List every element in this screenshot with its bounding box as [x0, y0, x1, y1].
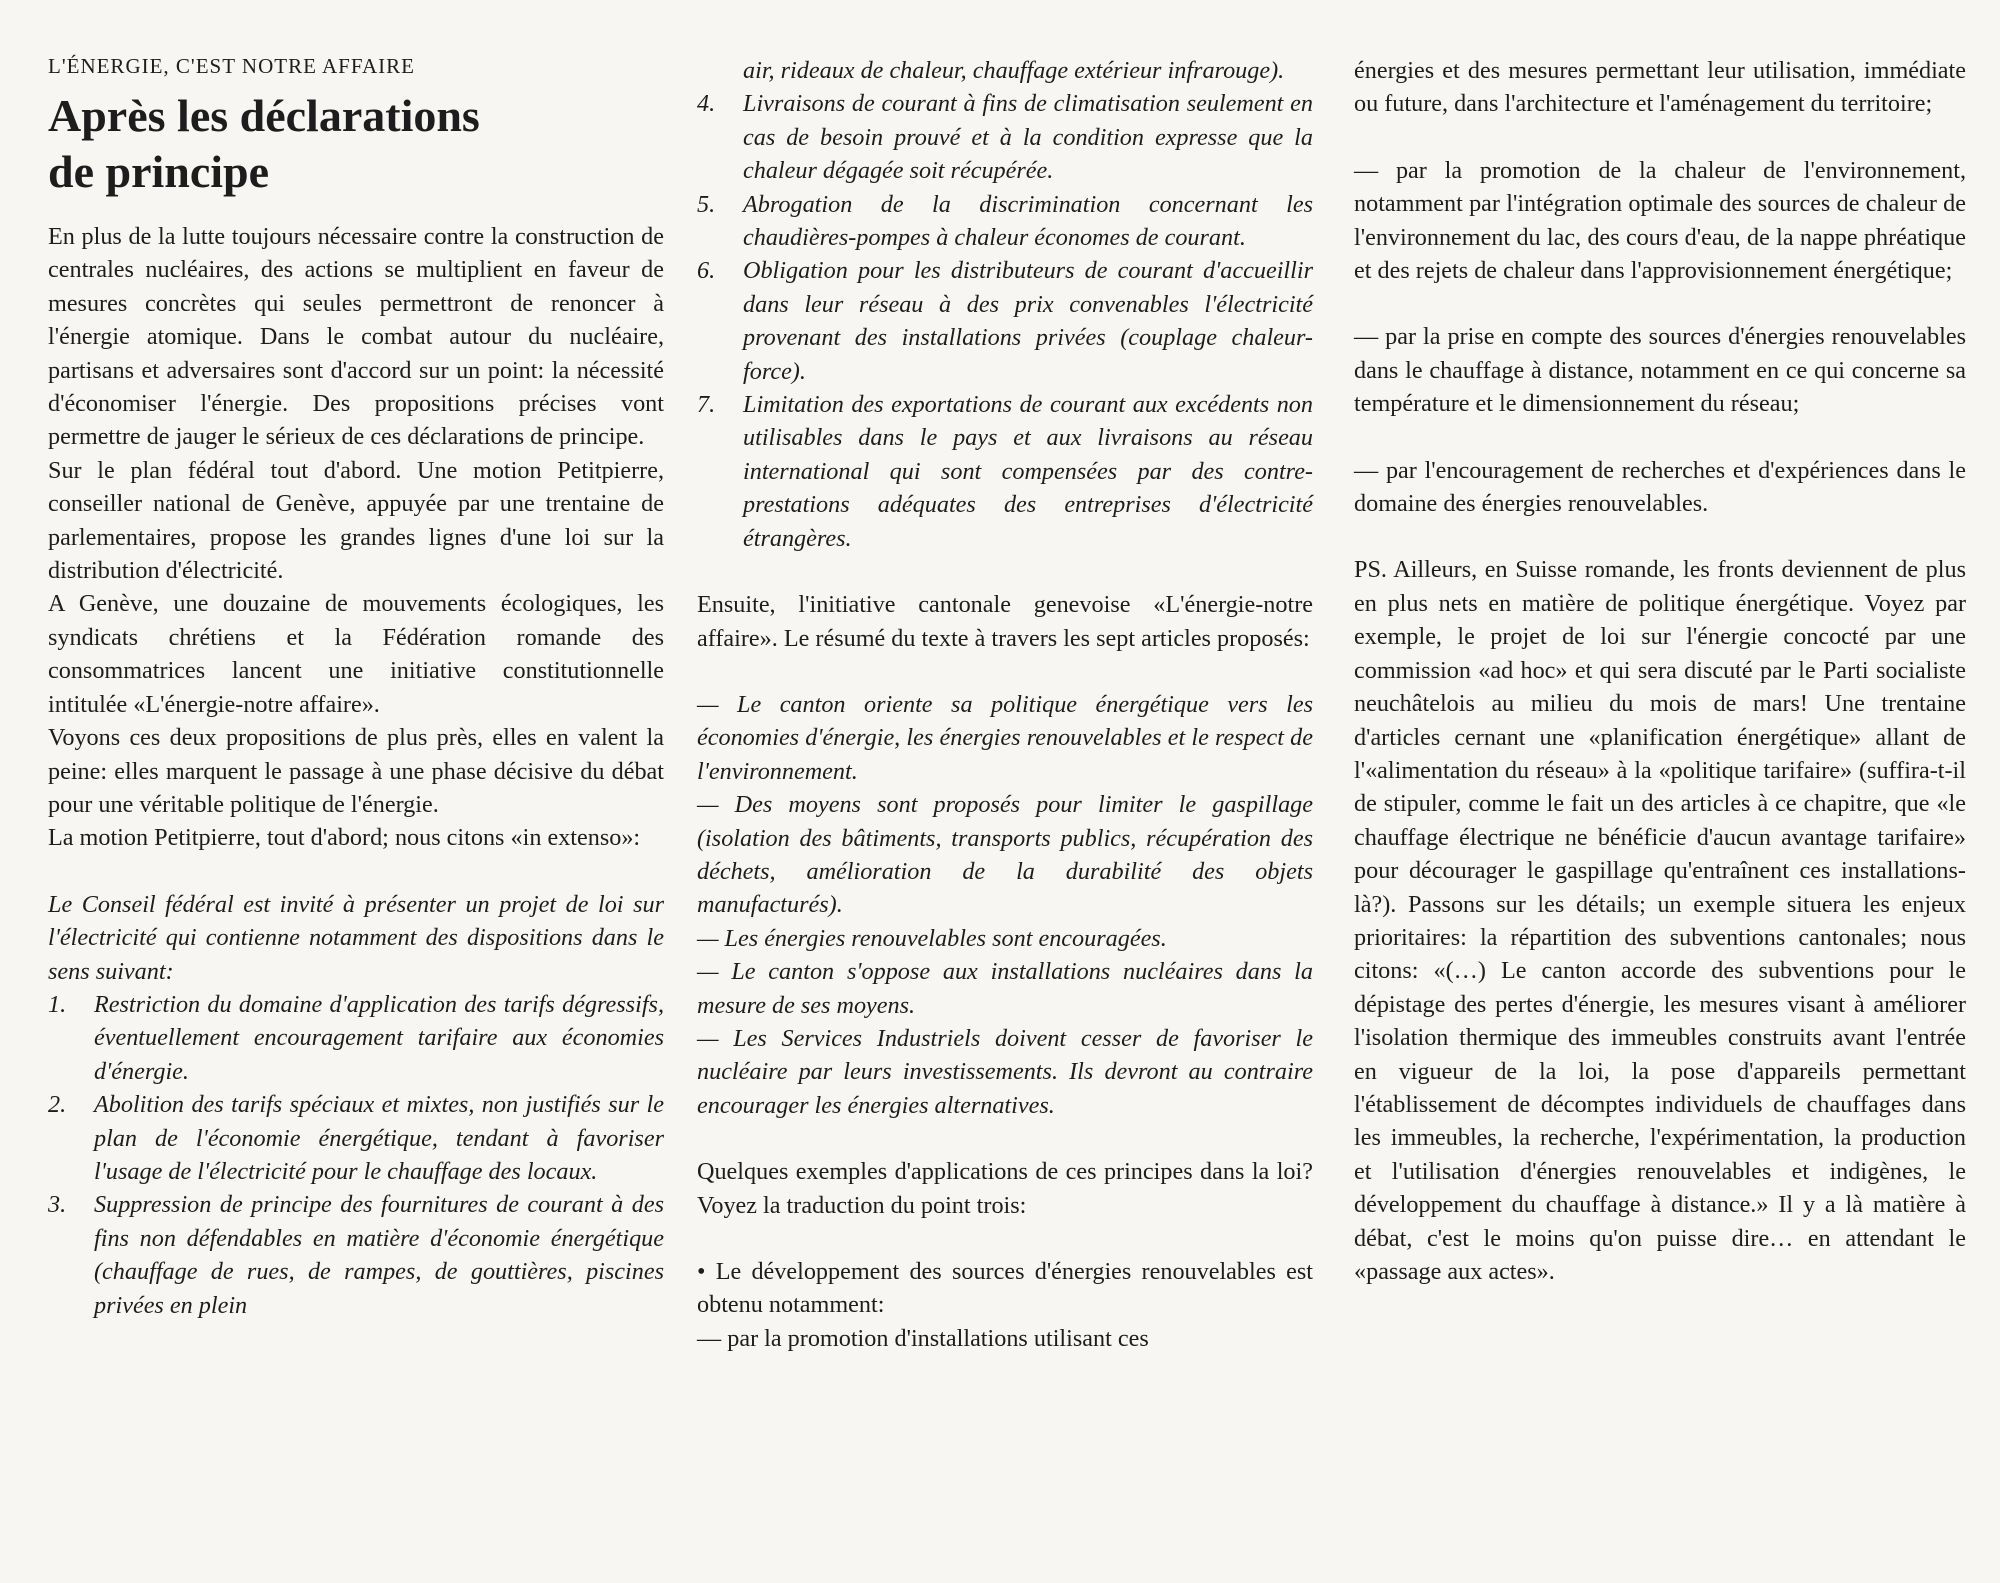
item-number: 7.: [697, 391, 716, 419]
article-title: [48, 88, 568, 200]
spacer: [697, 555, 1313, 588]
item-number: 4.: [697, 90, 716, 118]
spacer: [1354, 421, 1966, 454]
dash-item: — par l'encouragement de recherches et d'expériences dans le domaine des énergies renouvelables.: [1354, 456, 1966, 518]
item-text: Abrogation de la discrimination concernant les chaudières-pompes à chaleur économes de courant.: [743, 190, 1313, 252]
numbered-item: [697, 188, 1313, 255]
paragraph: énergies et des mesures permettant leur utilisation, immédiate ou future, dans l'architecture et l'aménagement du territoire;: [1354, 57, 1966, 118]
item-number: 2.: [48, 1091, 67, 1119]
numbered-item: [48, 988, 664, 1088]
numbered-item: [697, 388, 1313, 555]
article-kicker: L'ÉNERGIE, C'EST NOTRE AFFAIRE: [48, 54, 415, 78]
numbered-item: [697, 87, 1313, 187]
numbered-item: [697, 254, 1313, 388]
item-text: Obligation pour les distributeurs de courant d'accueillir dans leur réseau à des prix convenables l'électricité provenant des installations privées (couplage chaleur-force).: [743, 257, 1313, 385]
title-line-2: de principe: [48, 146, 270, 197]
item-text: Abolition des tarifs spéciaux et mixtes, non justifiés sur le plan de l'économie énergétique, tendant à favoriser l'usage de l'électricité pour le chauffage des locaux.: [94, 1091, 664, 1185]
dash-item: — par la promotion de la chaleur de l'environnement, notamment par l'intégration optimale des sources de chaleur de l'environnement du lac, des cours d'eau, de la nappe phréatique et des rejets de chaleur dans l'approvisionnement énergétique;: [1354, 156, 1966, 285]
item-text: Livraisons de courant à fins de climatisation seulement en cas de besoin prouvé et à la condition expresse que la chaleur dégagée soit récupérée.: [743, 90, 1313, 185]
paragraph: En plus de la lutte toujours nécessaire contre la construction de centrales nucléaires, des actions se multiplient en faveur de mesures concrètes qui seules permettront de renoncer à l'énergie atomique. Dans le combat autour du nucléaire, partisans et adversaires sont d'accord sur un point: la nécessité d'économiser l'énergie. Des propositions précises vont permettre de jauger le sérieux de ces déclarations de principe.: [48, 223, 664, 451]
dash-item: — Le canton oriente sa politique énergétique vers les économies d'énergie, les énergies renouvelables et le respect de l'environnement.: [697, 690, 1313, 785]
item-number: 1.: [48, 990, 67, 1018]
spacer: [697, 1122, 1313, 1155]
spacer: [48, 855, 664, 888]
dash-item: — Des moyens sont proposés pour limiter le gaspillage (isolation des bâtiments, transports publics, récupération des déchets, amélioration de la durabilité des objets manufacturés).: [697, 791, 1313, 919]
spacer: [1354, 121, 1966, 154]
ps-paragraph: PS. Ailleurs, en Suisse romande, les fronts deviennent de plus en plus nets en matière de politique énergétique. Voyez par exemple, le projet de loi sur l'énergie concocté par une commission «ad hoc» et qui sera discuté par le Parti socialiste neuchâtelois au milieu du mois de mars! Une trentaine d'articles cernant une «planification énergétique» allant de l'«alimentation du réseau» à la «politique tarifaire» (suffira-t-il de stipuler, comme le fait un des articles à ce chapitre, que «le chauffage électrique ne bénéficie d'aucun avantage tarifaire» pour décourager le gaspillage qu'entraînent ces installations-là?). Passons sur les détails; un exemple situera les enjeux prioritaires: la répartition des subventions cantonales; nous citons: «(…) Le canton accorde des subventions pour le dépistage des pertes d'énergie, les mesures visant à améliorer l'isolation thermique des immeubles construits avant l'entrée en vigueur de la loi, la pose d'appareils permettant l'établissement de décomptes individuels de chauffages dans les immeubles, la recherche, l'expérimentation, la production et l'utilisation d'énergies renouvelables et indigènes, le développement du chauffage à distance.» Il y a là matière à débat, c'est le moins qu'on puisse dire… en attendant le «passage aux actes».: [1354, 556, 1966, 1285]
numbered-item: [48, 1088, 664, 1188]
spacer: [1354, 520, 1966, 553]
column-1: [48, 52, 664, 1322]
item-number: 3.: [48, 1191, 67, 1219]
dash-item: — Le canton s'oppose aux installations nucléaires dans la mesure de ses moyens.: [697, 958, 1313, 1019]
paragraph: Voyons ces deux propositions de plus près, elles en valent la peine: elles marquent le passage à une phase décisive du débat pour une véritable politique de l'énergie.: [48, 724, 664, 818]
paragraph: La motion Petitpierre, tout d'abord; nous citons «in extenso»:: [48, 824, 641, 852]
dash-item: — par la promotion d'installations utilisant ces: [697, 1324, 1149, 1352]
paragraph: A Genève, une douzaine de mouvements écologiques, les syndicats chrétiens et la Fédération romande des consommatrices lancent une initiative constitutionnelle intitulée «L'énergie-notre affaire».: [48, 590, 664, 718]
item-text: Restriction du domaine d'application des tarifs dégressifs, éventuellement encouragement tarifaire aux économies d'énergie.: [94, 990, 664, 1085]
item-text: Suppression de principe des fournitures de courant à des fins non défendables en matière d'économie énergétique (chauffage de rues, de rampes, de gouttières, piscines privées en plein: [94, 1191, 664, 1319]
motion-intro: Le Conseil fédéral est invité à présenter un projet de loi sur l'électricité qui contienne notamment des dispositions dans le sens suivant:: [48, 890, 664, 985]
title-line-1: Après les déclarations: [48, 90, 480, 141]
bullet-paragraph: • Le développement des sources d'énergies renouvelables est obtenu notamment:: [697, 1258, 1313, 1319]
dash-item: — Les Services Industriels doivent cesser de favoriser le nucléaire par leurs investissements. Ils devront au contraire encourager les énergies alternatives.: [697, 1024, 1313, 1119]
column-3: [1354, 54, 1966, 1288]
spacer: [697, 1222, 1313, 1255]
dash-item: — Les énergies renouvelables sont encouragées.: [697, 924, 1167, 952]
spacer: [1354, 287, 1966, 320]
paragraph: Sur le plan fédéral tout d'abord. Une motion Petitpierre, conseiller national de Genève, appuyée par une trentaine de parlementaires, propose les grandes lignes d'une loi sur la distribution d'électricité.: [48, 456, 664, 585]
dash-item: — par la prise en compte des sources d'énergies renouvelables dans le chauffage à distance, notamment en ce qui concerne sa température et le dimensionnement du réseau;: [1354, 323, 1966, 418]
item-text: Limitation des exportations de courant aux excédents non utilisables dans le pays et aux livraisons au réseau international qui sont compensées par des contre-prestations adéquates des entreprises d'électricité étrangères.: [743, 391, 1313, 552]
column-2: [697, 54, 1313, 1355]
item-number: 6.: [697, 257, 716, 285]
paragraph: Ensuite, l'initiative cantonale genevoise «L'énergie-notre affaire». Le résumé du texte à travers les sept articles proposés:: [697, 591, 1313, 652]
item-number: 5.: [697, 190, 716, 218]
paragraph: Quelques exemples d'applications de ces principes dans la loi? Voyez la traduction du point trois:: [697, 1158, 1313, 1219]
item-continuation: air, rideaux de chaleur, chauffage extérieur infrarouge).: [743, 57, 1285, 84]
spacer: [697, 655, 1313, 688]
numbered-item: [48, 1188, 664, 1322]
